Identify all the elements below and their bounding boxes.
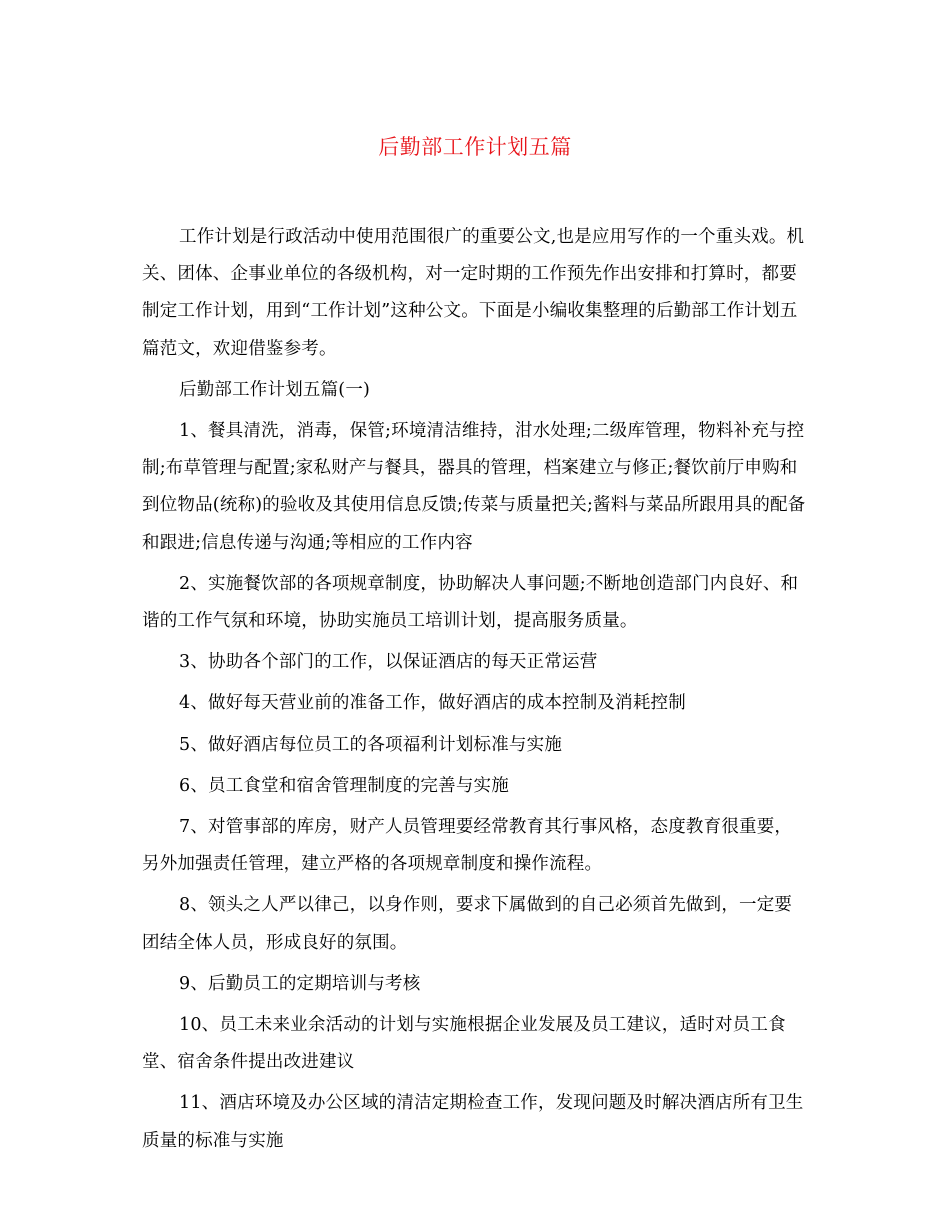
document-title: 后勤部工作计划五篇 (378, 135, 572, 159)
list-item: 2、实施餐饮部的各项规章制度，协助解决人事问题;不断地创造部门内良好、和谐的工作气氛和环境，协助实施员工培训计划，提高服务质量。 (142, 573, 799, 632)
list-item: 10、员工未来业余活动的计划与实施根据企业发展及员工建议，适时对员工食堂、宿舍条件提出改进建议 (142, 1015, 786, 1073)
list-item: 9、后勤员工的定期培训与考核 (179, 973, 421, 994)
list-item: 8、领头之人严以律己，以身作则，要求下属做到的自己必须首先做到，一定要团结全体人员，形成良好的氛围。 (142, 895, 793, 953)
intro-paragraph: 工作计划是行政活动中使用范围很广的重要公文,也是应用写作的一个重头戏。机关、团体、企事业单位的各级机构，对一定时期的工作预先作出安排和打算时，都要制定工作计划，用到“工作计划”这种公文。下面是小编收集整理的后勤部工作计划五篇范文，欢迎借鉴参考。 (142, 227, 805, 359)
list-item: 6、员工食堂和宿舍管理制度的完善与实施 (179, 775, 509, 796)
document-body (142, 219, 806, 1164)
list-item: 5、做好酒店每位员工的各项福利计划标准与实施 (179, 734, 563, 755)
section-heading: 后勤部工作计划五篇(一) (179, 379, 371, 400)
list-item: 3、协助各个部门的工作，以保证酒店的每天正常运营 (179, 652, 598, 673)
list-item: 11、酒店环境及办公区域的清洁定期检查工作，发现问题及时解决酒店所有卫生质量的标准与实施 (142, 1093, 804, 1151)
list-item: 4、做好每天营业前的准备工作，做好酒店的成本控制及消耗控制 (179, 693, 686, 714)
list-item: 7、对管事部的库房，财产人员管理要经常教育其行事风格，态度教育很重要，另外加强责任管理，建立严格的各项规章制度和操作流程。 (142, 817, 793, 875)
list-item: 1、餐具清洗，消毒，保管;环境清洁维持，泔水处理;二级库管理，物料补充与控制;布草管理与配置;家私财产与餐具，器具的管理，档案建立与修正;餐饮前厅申购和到位物品(统称)的验收及其使用信息反馈;传菜与质量把关;酱料与菜品所跟用具的配备和跟进;信息传递与沟通;等相应的工作内容 (142, 421, 806, 553)
